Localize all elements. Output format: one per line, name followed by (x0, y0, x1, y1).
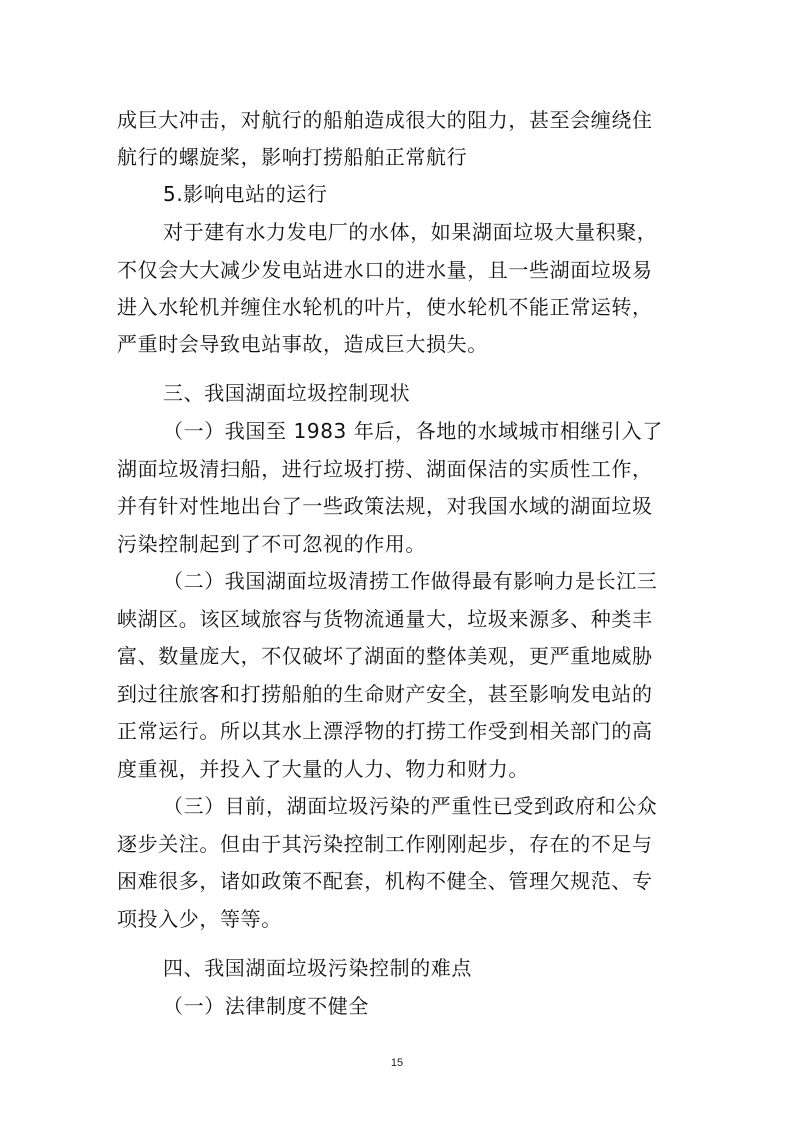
subsection-heading: 5.影响电站的运行 (163, 182, 328, 206)
text-line: 湖面垃圾清扫船，进行垃圾打捞、湖面保洁的实质性工作， (117, 457, 653, 481)
text-line: 逐步关注。但由于其污染控制工作刚刚起步，存在的不足与 (117, 832, 653, 856)
text-line: （一）我国至 1983 年后，各地的水域城市相继引入了 (163, 419, 663, 443)
text-line: 严重时会导致电站事故，造成巨大损失。 (117, 332, 488, 356)
text-line: 不仅会大大减少发电站进水口的进水量，且一些湖面垃圾易 (117, 258, 653, 282)
subsection-heading: （一）法律制度不健全 (163, 994, 369, 1018)
text-line: 度重视，并投入了大量的人力、物力和财力。 (117, 757, 529, 781)
text-line: 到过往旅客和打捞船舶的生命财产安全，甚至影响发电站的 (117, 682, 653, 706)
section-heading: 三、我国湖面垃圾控制现状 (163, 381, 411, 405)
text-line: 并有针对性地出台了一些政策法规，对我国水域的湖面垃圾 (117, 494, 653, 518)
text-line: 富、数量庞大，不仅破坏了湖面的整体美观，更严重地威胁 (117, 644, 653, 668)
text-line: 峡湖区。该区域旅容与货物流通量大，垃圾来源多、种类丰 (117, 607, 653, 631)
text-line: 航行的螺旋桨，影响打捞船舶正常航行 (117, 145, 468, 169)
section-heading: 四、我国湖面垃圾污染控制的难点 (163, 956, 472, 980)
text-line: （二）我国湖面垃圾清捞工作做得最有影响力是长江三 (163, 569, 658, 593)
text-line: 成巨大冲击，对航行的船舶造成很大的阻力，甚至会缠绕住 (117, 108, 653, 132)
text-line: （三）目前，湖面垃圾污染的严重性已受到政府和公众 (163, 794, 658, 818)
text-line: 对于建有水力发电厂的水体，如果湖面垃圾大量积聚， (163, 220, 658, 244)
text-line: 项投入少，等等。 (117, 907, 282, 931)
text-line: 困难很多，诸如政策不配套，机构不健全、管理欠规范、专 (117, 869, 653, 893)
text-line: 进入水轮机并缠住水轮机的叶片，使水轮机不能正常运转， (117, 295, 653, 319)
text-line: 污染控制起到了不可忽视的作用。 (117, 532, 426, 556)
text-line: 正常运行。所以其水上漂浮物的打捞工作受到相关部门的高 (117, 719, 653, 743)
page-number: 15 (390, 1057, 404, 1069)
